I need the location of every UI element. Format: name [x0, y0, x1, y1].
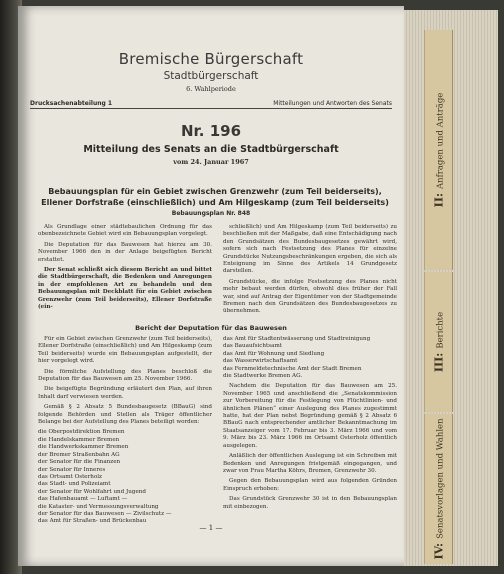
paragraph: Das Grundstück Grenzwehr 30 ist in den Bebauungsplan mit einbezogen. [223, 496, 397, 510]
list-item: das Stadt- und Polizeiamt [38, 481, 111, 488]
tab-label: Berichte [435, 311, 445, 349]
list-item: der Bremer Straßenbahn AG [38, 451, 120, 458]
paragraph: Anläßlich der öffentlichen Auslegung ist ein Schreiben mit Bedenken und Anregungen fristgemäß eingegangen, und zwar von Frau Martha Köhrs, Bremen, Grenzwehr 30. [223, 453, 397, 474]
paragraph: Gemäß § 2 Absatz 5 Bundesbaugesetz (BBauG) sind folgende Behörden und Stellen als Träger öffentlicher Belange bei der Aufstellung des Planes beteiligt worden: [38, 404, 212, 426]
paragraph: Die förmliche Aufstellung des Planes beschloß die Deputation für das Bauwesen am 25. November 1966. [38, 368, 212, 383]
tab-number: IV: [432, 542, 445, 560]
paragraph: Als Grundlage einer städtebaulichen Ordnung für das obenbezeichnete Gebiet wird ein Bebauungsplan vorgelegt. [38, 224, 212, 238]
column-3 [38, 336, 212, 526]
list-item: der Senator für das Bauwesen — Zivilschutz — [38, 510, 172, 517]
column-4 [223, 336, 397, 514]
list-item: der Senator für Wohlfahrt und Jugend [38, 488, 146, 495]
list-item: das Amt für Wohnung und Siedlung [223, 350, 325, 357]
list-item: die Kataster- und Vermessungsverwaltung [38, 503, 159, 510]
paragraph: Die Deputation für das Bauwesen hat hierzu am 30. November 1966 den in der Anlage beigefügten Bericht erstattet. [38, 241, 212, 263]
list-item: die Oberpostdirektion Bremen [38, 429, 125, 436]
list-item: das Ortsamt Osterholz [38, 473, 103, 480]
election-period: 6. Wahlperiode [186, 85, 236, 93]
list-item: die Handelskammer Bremen [38, 436, 120, 443]
section-label: Drucksachenabteilung 1 [30, 100, 113, 107]
paragraph: Grundstücke, die infolge Festsetzung des Planes nicht mehr bebaut werden dürfen, obwohl dies früher der Fall war, sind auf Antrag der Eigentümer von der Stadtgemeinde Bremen nach den Grundsätzen des Bundesbaugesetzes zu übernehmen. [223, 278, 397, 315]
list-item: der Senator für die Finanzen [38, 459, 121, 466]
tab-label: Anfragen und Anträge [435, 92, 445, 189]
paragraph: Der Senat schließt sich diesem Bericht an und bittet die Stadtbürgerschaft, die Bedenken und Anregungen in der empfohlenen Art zu behandeln und den Bebauungsplan mit Deckblatt für ein Gebiet zwischen Grenzwehr (zum Teil beiderseits), Ellener Dorfstraße (ein- [38, 267, 212, 311]
tab-number: III: [432, 352, 445, 373]
page-header [18, 50, 404, 93]
plan-title: Bebauungsplan für ein Gebiet zwischen Grenzwehr (zum Teil beiderseits), Ellener Dorfstraße (einschließlich) und Am Hilgeskamp (zum Teil beiderseits) [41, 187, 389, 207]
page-title: Bremische Bürgerschaft [118, 50, 304, 68]
list-item: das Fernmeldetechnische Amt der Stadt Bremen [223, 365, 362, 372]
list-item: das Amt für Stadtentwässerung und Stadtreinigung [223, 336, 371, 342]
list-item: das Bauaufsichtsamt [223, 343, 283, 350]
tab-senatsvorlagen[interactable] [424, 414, 453, 564]
document-page [18, 6, 404, 566]
list-item: der Senator für Inneres [38, 466, 106, 473]
paragraph: Für ein Gebiet zwischen Grenzwehr (zum Teil beiderseits), Ellener Dorfstraße (einschließlich) und Am Hilgeskamp (zum Teil beiderseits) wurde ein Bebauungsplan aufgestellt, der hier vorgelegt wird. [38, 336, 212, 365]
document-date: vom 24. Januar 1967 [173, 158, 249, 166]
tab-anfragen[interactable] [424, 30, 453, 270]
section-heading: Bericht der Deputation für das Bauwesen [135, 324, 287, 332]
column-2 [223, 224, 397, 319]
paragraph: Die beigefügte Begründung erläutert den Plan, auf ihren Inhalt darf verwiesen werden. [38, 386, 212, 400]
page-subtitle: Stadtbürgerschaft [163, 70, 259, 82]
list-item: das Hafenbauamt — Luftamt — [38, 496, 128, 503]
header-rule [30, 108, 392, 109]
list-item: das Wasserwirtschaftsamt [223, 358, 298, 365]
list-item: die Stadtwerke Bremen AG. [223, 373, 303, 380]
paragraph: schließlich) und Am Hilgeskamp (zum Teil beiderseits) zu beschließen mit der Maßgabe, daß eine Entschädigung nach den Grundsätzen des Bundesbaugesetzes gewährt wird, sofern sich nach Festsetzung des Planes für einzelne Grundstücke Nutzungsbeschränkungen ergeben, die sich als Enteignung im Sinne des Artikels 14 Grundgesetz darstellen. [223, 224, 397, 275]
page-number: — 1 — [199, 524, 223, 532]
tab-label: Senatsvorlagen und Wahlen [435, 418, 445, 539]
document-title: Mitteilung des Senats an die Stadtbürgerschaft [83, 144, 339, 155]
paragraph: Gegen den Bebauungsplan wird aus folgenden Gründen Einspruch erhoben: [223, 478, 397, 492]
meta-row [30, 100, 392, 107]
plan-number: Bebauungsplan Nr. 848 [171, 210, 251, 217]
column-1 [38, 224, 212, 314]
tab-berichte[interactable] [424, 272, 453, 412]
tab-number: II: [432, 192, 445, 208]
document-number: Nr. 196 [180, 122, 242, 140]
list-item: die Handwerkskammer Bremen [38, 444, 129, 451]
category-label: Mitteilungen und Antworten des Senats [273, 100, 392, 107]
paragraph: Nachdem die Deputation für das Bauwesen am 25. November 1965 und anschließend die „Senatskommission zur Vorbereitung für die Festlegung von Flüchtlinien- und ähnlichen Plänen“ einer Auslegung des Planes zugestimmt hatte, hat der Plan nebst Begründung gemäß § 2 Absatz 6 BBauG nach entsprechender amtlicher Bekanntmachung im Staatsanzeiger vom 17. Februar bis 3. März 1966 und vom 9. März bis 23. März 1966 im Ortsamt Osterholz öffentlich ausgelegen. [223, 383, 397, 449]
list-item: das Amt für Straßen- und Brückenbau [38, 518, 147, 525]
